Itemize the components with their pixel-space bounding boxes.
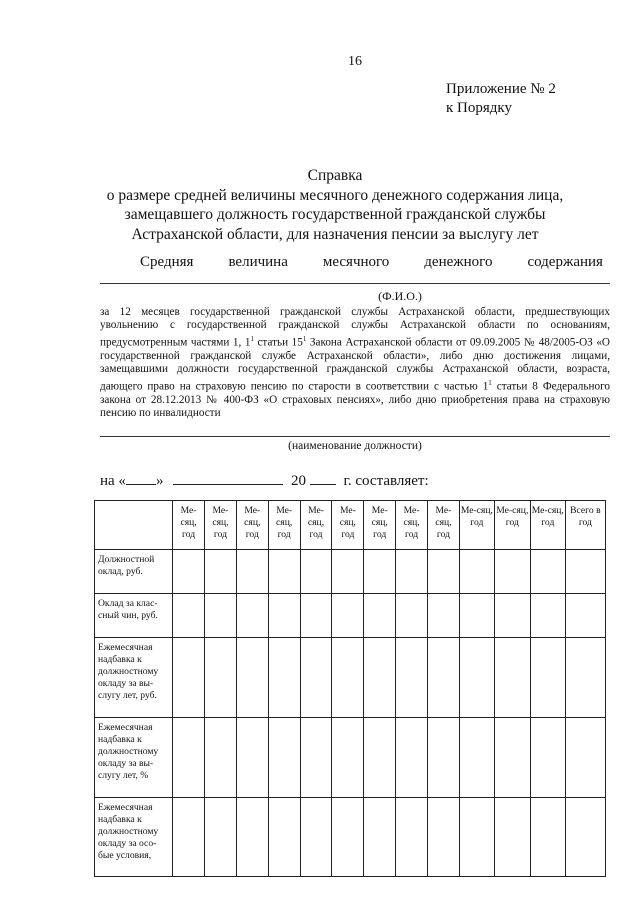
- appendix-line-1: Приложение № 2: [446, 81, 556, 97]
- fio-caption: (Ф.И.О.): [378, 289, 422, 303]
- date-line: [100, 470, 429, 490]
- month-value-cell[interactable]: [236, 594, 268, 638]
- month-value-cell[interactable]: [459, 594, 494, 638]
- title-line-3: замещавшего должность государственной гражданской службы: [124, 206, 546, 223]
- table-row: [95, 594, 606, 638]
- title-line-2: о размере средней величины месячного денежного содержания лица,: [106, 186, 564, 204]
- month-header: Ме-сяц, год: [300, 501, 332, 550]
- salary-table: [94, 500, 606, 877]
- document-title: [100, 166, 570, 244]
- intro-word: денежного: [424, 254, 493, 270]
- date-prefix: на «: [100, 473, 126, 489]
- month-header: Ме-сяц, год: [428, 501, 460, 550]
- table-row: [95, 718, 606, 798]
- total-value-cell[interactable]: [565, 798, 605, 877]
- month-value-cell[interactable]: [300, 550, 332, 594]
- month-value-cell[interactable]: [364, 550, 396, 594]
- intro-word: месячного: [322, 254, 390, 270]
- month-value-cell[interactable]: [173, 798, 205, 877]
- day-blank[interactable]: [126, 470, 156, 485]
- month-value-cell[interactable]: [530, 638, 565, 718]
- month-value-cell[interactable]: [364, 638, 396, 718]
- month-value-cell[interactable]: [332, 638, 364, 718]
- month-value-cell[interactable]: [300, 638, 332, 718]
- body-part-1: за 12 месяцев государственной гражданской службы Астраханской области, предшествующих увольнению с государственной гражданской службы Астраханской области по основаниям, предусмотренным частями 1, 1: [100, 306, 610, 349]
- position-caption: (наименование должности): [288, 440, 422, 452]
- month-value-cell[interactable]: [459, 718, 494, 798]
- superscript: 1: [302, 334, 307, 343]
- month-value-cell[interactable]: [205, 798, 237, 877]
- month-value-cell[interactable]: [300, 798, 332, 877]
- month-header: Ме-сяц, год: [205, 501, 237, 550]
- month-value-cell[interactable]: [268, 550, 300, 594]
- date-suffix: г. составляет:: [343, 473, 429, 489]
- month-value-cell[interactable]: [332, 550, 364, 594]
- superscript: 1: [488, 378, 492, 387]
- table-row: [95, 638, 606, 718]
- month-value-cell[interactable]: [300, 594, 332, 638]
- month-value-cell[interactable]: [459, 550, 494, 594]
- month-value-cell[interactable]: [173, 718, 205, 798]
- month-value-cell[interactable]: [494, 638, 530, 718]
- month-value-cell[interactable]: [494, 594, 530, 638]
- row-label: Ежемесячная надбавка к должностному окладу за вы-слугу лет, %: [95, 718, 173, 798]
- month-value-cell[interactable]: [396, 594, 428, 638]
- body-paragraph: [100, 306, 610, 421]
- month-header: Ме-сяц, год: [236, 501, 268, 550]
- month-value-cell[interactable]: [494, 798, 530, 877]
- month-value-cell[interactable]: [428, 594, 460, 638]
- table-row: [95, 798, 606, 877]
- month-value-cell[interactable]: [268, 638, 300, 718]
- month-header: Ме-сяц, год: [173, 501, 205, 550]
- total-value-cell[interactable]: [565, 718, 605, 798]
- month-value-cell[interactable]: [205, 550, 237, 594]
- total-value-cell[interactable]: [565, 550, 605, 594]
- month-value-cell[interactable]: [364, 798, 396, 877]
- appendix-reference: [446, 80, 556, 118]
- row-label: Должностной оклад, руб.: [95, 550, 173, 594]
- month-value-cell[interactable]: [205, 638, 237, 718]
- month-value-cell[interactable]: [332, 798, 364, 877]
- month-value-cell[interactable]: [396, 638, 428, 718]
- month-value-cell[interactable]: [236, 550, 268, 594]
- month-value-cell[interactable]: [428, 550, 460, 594]
- month-value-cell[interactable]: [428, 718, 460, 798]
- month-value-cell[interactable]: [173, 594, 205, 638]
- intro-line: [140, 254, 603, 271]
- month-value-cell[interactable]: [396, 718, 428, 798]
- appendix-line-2: к Порядку: [446, 100, 512, 116]
- month-value-cell[interactable]: [332, 718, 364, 798]
- month-header: Ме-сяц, год: [494, 501, 530, 550]
- corner-cell: [95, 501, 173, 550]
- month-value-cell[interactable]: [530, 718, 565, 798]
- title-line-4: Астраханской области, для назначения пенсии за выслугу лет: [131, 225, 539, 243]
- month-value-cell[interactable]: [300, 718, 332, 798]
- month-value-cell[interactable]: [530, 798, 565, 877]
- month-header: Ме-сяц, год: [268, 501, 300, 550]
- month-header: Ме-сяц, год: [459, 501, 494, 550]
- month-header: Ме-сяц, год: [364, 501, 396, 550]
- table-header-row: [95, 501, 606, 550]
- month-header: Ме-сяц, год: [396, 501, 428, 550]
- month-value-cell[interactable]: [364, 718, 396, 798]
- intro-word: Средняя: [140, 254, 194, 270]
- month-value-cell[interactable]: [530, 550, 565, 594]
- total-value-cell[interactable]: [565, 594, 605, 638]
- month-value-cell[interactable]: [428, 638, 460, 718]
- page-number: 16: [348, 54, 362, 69]
- intro-word: величина: [228, 254, 288, 270]
- month-value-cell[interactable]: [459, 638, 494, 718]
- month-value-cell[interactable]: [236, 718, 268, 798]
- month-value-cell[interactable]: [173, 550, 205, 594]
- month-header: Ме-сяц, год: [530, 501, 565, 550]
- month-value-cell[interactable]: [396, 798, 428, 877]
- month-value-cell[interactable]: [530, 594, 565, 638]
- month-value-cell[interactable]: [459, 798, 494, 877]
- month-value-cell[interactable]: [236, 638, 268, 718]
- year-blank[interactable]: [310, 470, 336, 485]
- month-value-cell[interactable]: [332, 594, 364, 638]
- position-fill-line[interactable]: [100, 436, 610, 437]
- month-value-cell[interactable]: [205, 718, 237, 798]
- month-value-cell[interactable]: [268, 594, 300, 638]
- fio-fill-line[interactable]: [100, 283, 610, 284]
- intro-word: содержания: [527, 254, 603, 270]
- year-prefix: 20: [290, 473, 306, 489]
- date-mid: »: [155, 473, 164, 489]
- row-label: Оклад за клас-сный чин, руб.: [95, 594, 173, 638]
- month-header: Ме-сяц, год: [332, 501, 364, 550]
- table-row: [95, 550, 606, 594]
- superscript: 1: [250, 334, 254, 343]
- row-label: Ежемесячная надбавка к должностному окладу за вы-слугу лет, руб.: [95, 638, 173, 718]
- total-header: Всего в год: [565, 501, 605, 550]
- body-part-4: статьи 8 Федерального закона от 28.12.2013 № 400-ФЗ «О страховых пенсиях», либо дню приобретения права на страховую пенсию по инвалидности: [100, 380, 610, 420]
- body-part-3: Закона Астраханской области от 09.09.2005 № 48/2005-ОЗ «О государственной гражданской службе Астраханской области», либо дню достижения лицами, замещавшими должности государственной гражданской службы Астраханской области, возраста, дающего право на страховую пенсию по старости в соответствии с частью 1: [100, 336, 610, 393]
- month-value-cell[interactable]: [428, 798, 460, 877]
- month-blank[interactable]: [173, 470, 283, 485]
- month-value-cell[interactable]: [205, 594, 237, 638]
- month-value-cell[interactable]: [268, 798, 300, 877]
- month-value-cell[interactable]: [494, 718, 530, 798]
- row-label: Ежемесячная надбавка к должностному окладу за осо-бые условия,: [95, 798, 173, 877]
- month-value-cell[interactable]: [396, 550, 428, 594]
- total-value-cell[interactable]: [565, 638, 605, 718]
- month-value-cell[interactable]: [236, 798, 268, 877]
- month-value-cell[interactable]: [173, 638, 205, 718]
- body-part-2: статьи 15: [253, 336, 303, 349]
- month-value-cell[interactable]: [364, 594, 396, 638]
- month-value-cell[interactable]: [494, 550, 530, 594]
- month-value-cell[interactable]: [268, 718, 300, 798]
- title-line-1: Справка: [307, 167, 363, 184]
